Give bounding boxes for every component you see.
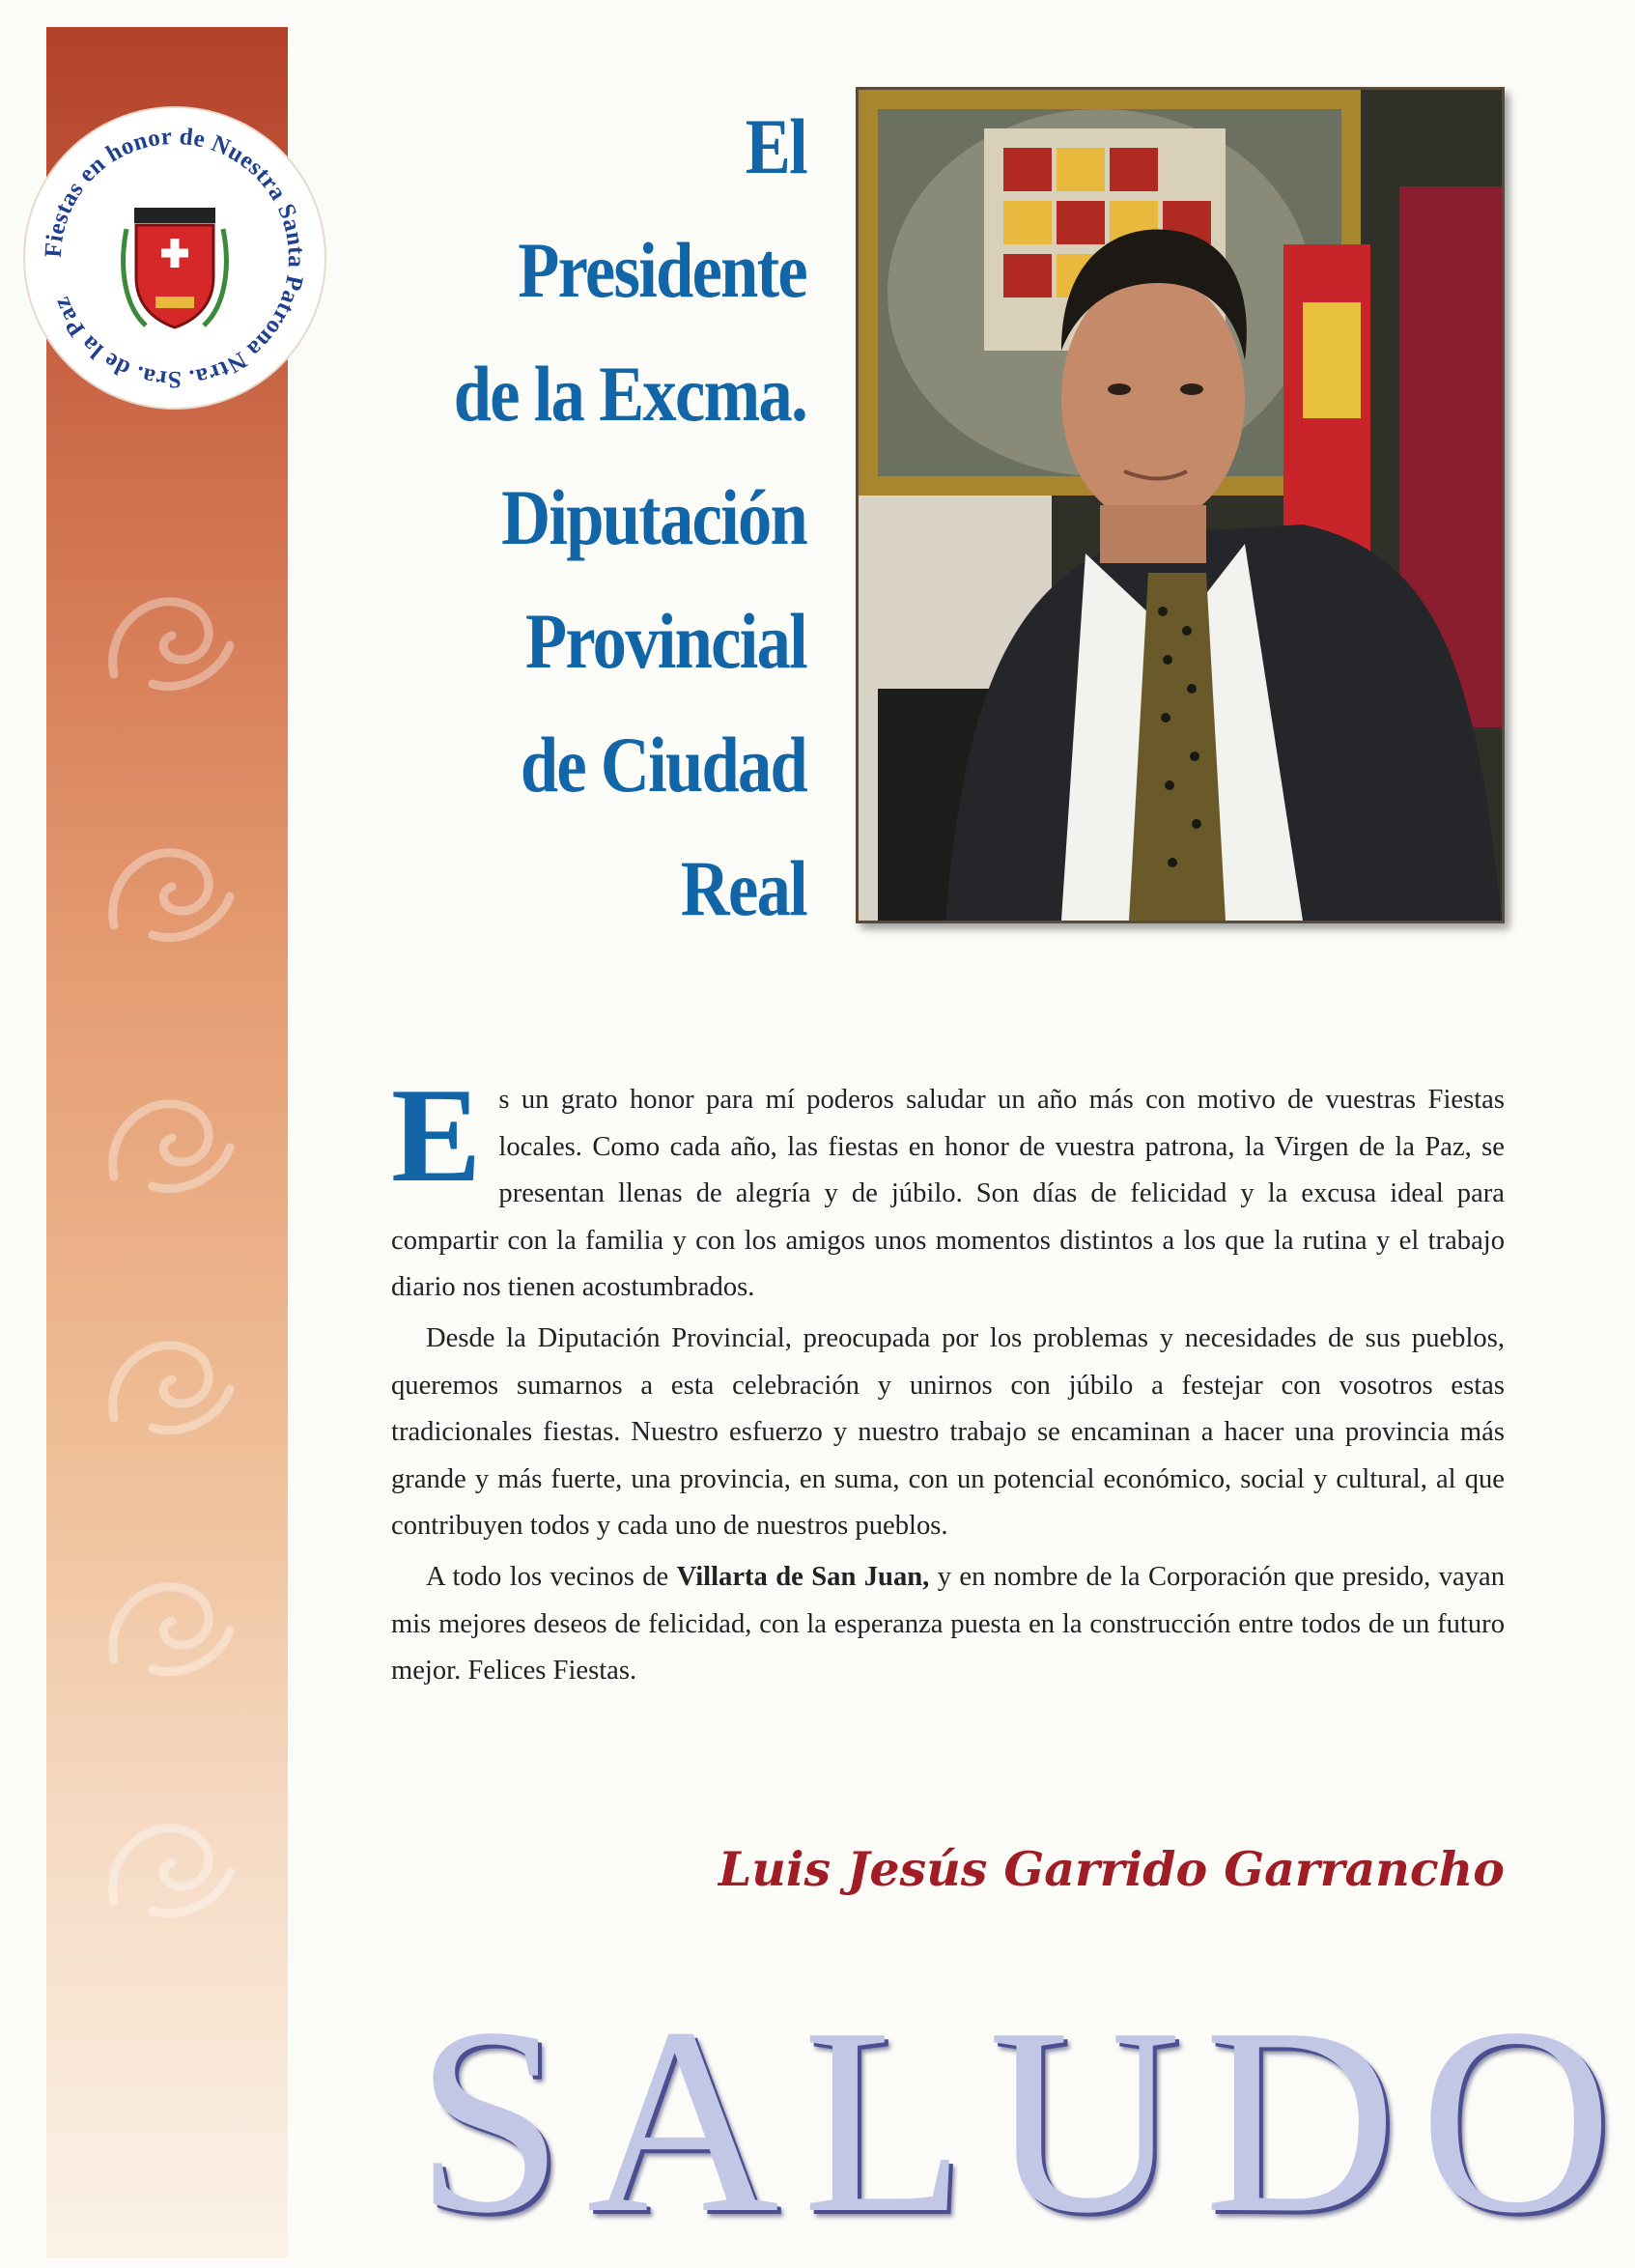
paragraph: Desde la Diputación Provincial, preocupada por los problemas y necesidades de sus pueblos, queremos sumarnos a esta celebración y unirnos con júbilo a festejar con vosotros estas tradicionales fiestas. Nuestro esfuerzo y nuestro trabajo se encaminan a hacer una provincia más grande y más fuerte, una provincia, en suma, con un potencial económico, social y cultural, al que contribuyen todos y cada uno de nuestros pueblos. — [391, 1322, 1505, 1542]
town-name: Villarta de San Juan, — [676, 1561, 930, 1592]
swirl-ornament-icon — [95, 1553, 240, 1688]
president-portrait-photo — [856, 87, 1505, 923]
title-line: Presidente — [518, 226, 806, 314]
coat-of-arms-icon — [124, 208, 227, 327]
title-line: El — [745, 102, 806, 190]
swirl-ornament-icon — [95, 1312, 240, 1447]
saludo-heading: SALUDO — [415, 1972, 1635, 2268]
swirl-ornament-icon — [95, 1795, 240, 1930]
title-line: Diputación — [501, 473, 806, 561]
swirl-ornament-icon — [95, 1070, 240, 1205]
festival-emblem — [25, 108, 324, 408]
signature: Luis Jesús Garrido Garrancho — [718, 1841, 1505, 1897]
drop-cap: E — [391, 1061, 482, 1210]
title-line: de la Excma. — [453, 350, 806, 438]
title-line: Real — [680, 844, 806, 932]
greeting-body — [391, 1061, 1505, 1695]
paragraph: A todo los vecinos de Villarta de San Juan, y en nombre de la Corporación que presido, vayan mis mejores deseos de felicidad, con la esperanza puesta en la construcción entre todos de un futuro mejor. Felices Fiestas. — [391, 1561, 1505, 1687]
title-line: de Ciudad — [520, 721, 806, 808]
swirl-ornament-icon — [95, 568, 240, 703]
paragraph: Es un grato honor para mí poderos saludar un año más con motivo de vuestras Fiestas locales. Como cada año, las fiestas en honor de vuestra patrona, la Virgen de la Paz, se presentan llenas de alegría y de júbilo. Son días de felicidad y la excusa ideal para compartir con la familia y con los amigos unos momentos distintos a los que la rutina y el trabajo diario nos tienen acostumbrados. — [391, 1061, 1505, 1303]
page-title — [395, 85, 806, 950]
portrait-photo — [859, 90, 1502, 921]
title-line: Provincial — [525, 597, 806, 685]
swirl-ornament-icon — [95, 819, 240, 954]
emblem-ring — [25, 108, 324, 408]
emblem-ring-text: Fiestas en honor de Nuestra Santa Patrona Ntra. Sra. de la Paz — [40, 123, 310, 393]
